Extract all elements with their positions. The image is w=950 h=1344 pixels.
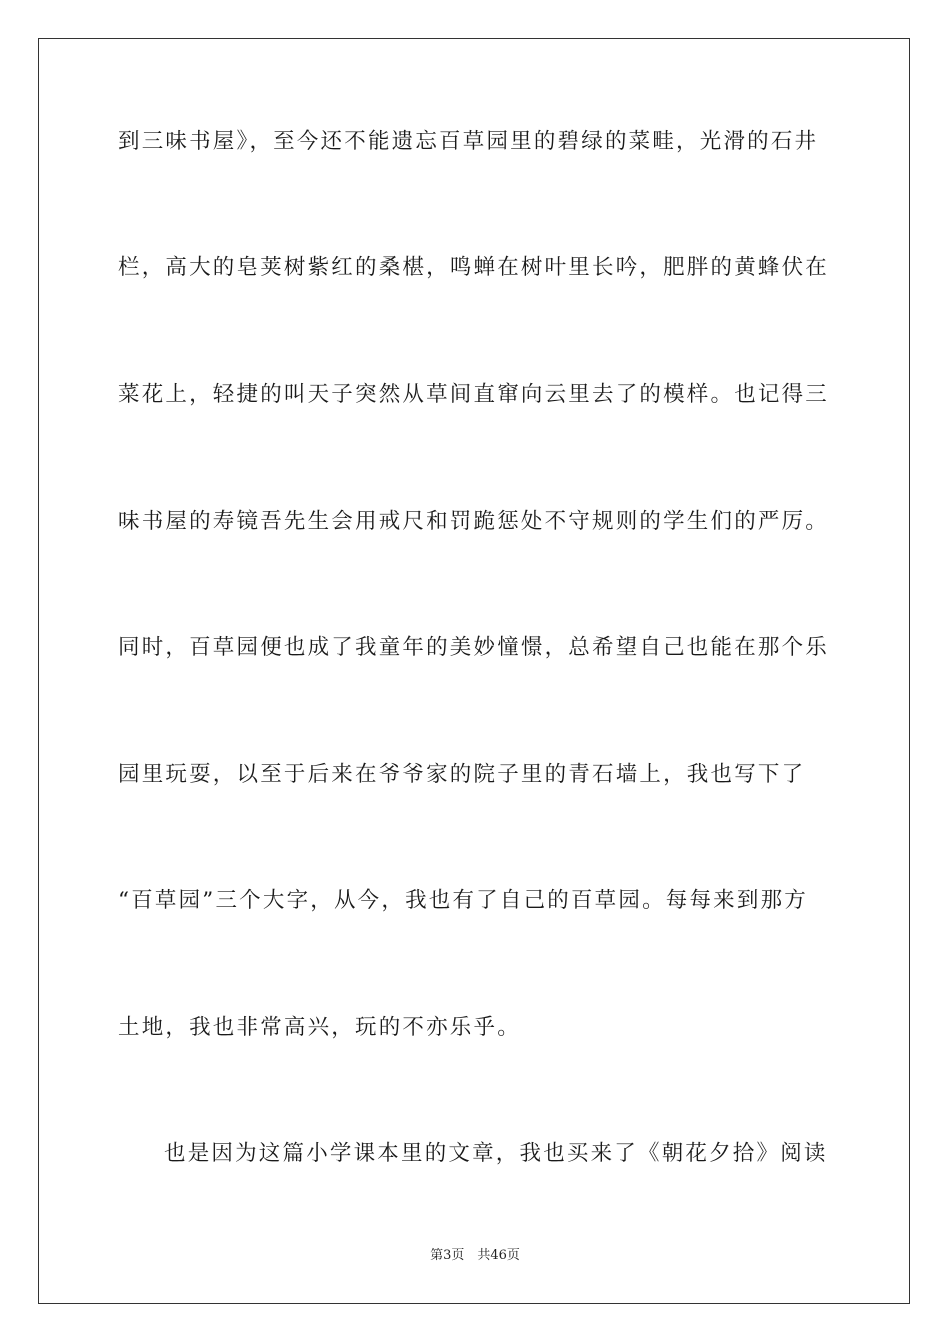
- paragraph-line-3: 菜花上，轻捷的叫天子突然从草间直窜向云里去了的模样。也记得三: [118, 382, 830, 407]
- page-frame: [38, 38, 910, 1304]
- paragraph-line-5: 同时，百草园便也成了我童年的美妙憧憬，总希望自己也能在那个乐: [118, 635, 830, 660]
- paragraph-line-1: 到三味书屋》，至今还不能遗忘百草园里的碧绿的菜畦，光滑的石井: [118, 129, 819, 154]
- paragraph-line-2: 栏，高大的皂荚树紫红的桑椹，鸣蝉在树叶里长吟，肥胖的黄蜂伏在: [118, 255, 830, 280]
- paragraph-line-8: 土地，我也非常高兴，玩的不亦乐乎。: [118, 1015, 521, 1040]
- paragraph-line-7: “百草园”三个大字，从今，我也有了自己的百草园。每每来到那方: [118, 888, 808, 913]
- paragraph-line-4: 味书屋的寿镜吾先生会用戒尺和罚跪惩处不守规则的学生们的严厉。: [118, 509, 830, 534]
- paragraph-line-9: 也是因为这篇小学课本里的文章，我也买来了《朝花夕拾》阅读: [164, 1141, 828, 1166]
- paragraph-line-6: 园里玩耍，以至于后来在爷爷家的院子里的青石墙上，我也写下了: [118, 762, 806, 787]
- page-number-footer: 第3页 共46页: [430, 1248, 520, 1263]
